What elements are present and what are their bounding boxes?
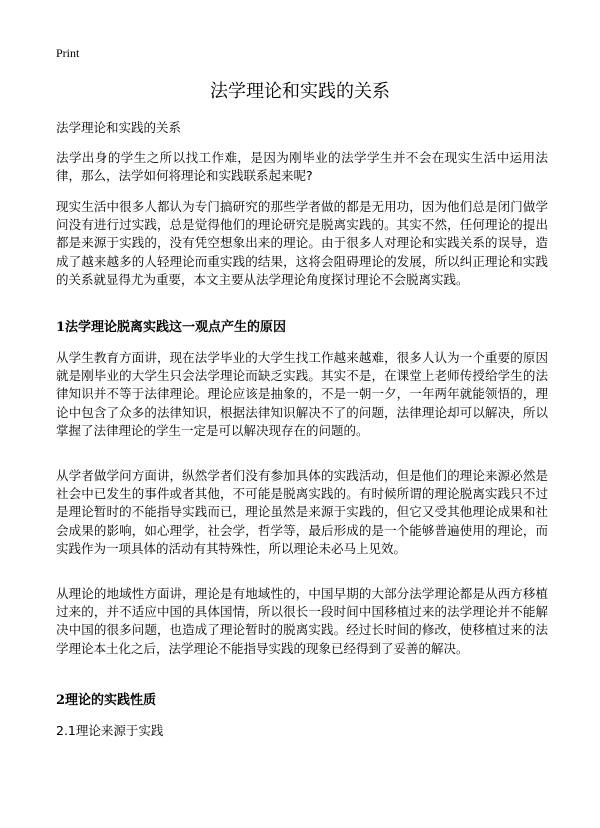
section-1-paragraph-1: 从学生教育方面讲，现在法学毕业的大学生找工作越来越难，很多人认为一个重要的原因就是刚毕业的大学生只会法学理论而缺乏实践。其实不是，在课堂上老师传授给学生的法律知识并不等于法律理论。理论应该是抽象的，不是一朝一夕，一年两年就能领悟的，理论中包含了众多的法律知识，根据法律知识解决不了的问题，法律理论却可以解决，所以掌握了法律理论的学生一定是可以解决现存在的问题的。 (56, 350, 548, 438)
section-2-heading: 2理论的实践性质 (56, 693, 157, 708)
print-link[interactable]: Print (56, 46, 80, 60)
section-1-heading: 1法学理论脱离实践这一观点产生的原因 (56, 320, 287, 335)
section-1-paragraph-3: 从理论的地域性方面讲，理论是有地域性的，中国早期的大部分法学理论都是从西方移植过来的，并不适应中国的具体国情，所以很长一段时间中国移植过来的法学理论并不能解决中国的很多问题，也造成了理论暂时的脱离实践。经过长时间的修改，使移植过来的法学理论本土化之后，法学理论不能指导实践的现象已经得到了妥善的解决。 (56, 586, 548, 656)
document-subtitle: 法学理论和实践的关系 (56, 120, 182, 135)
intro-paragraph-1: 法学出身的学生之所以找工作难，是因为刚毕业的法学学生并不会在现实生活中运用法律，那么，法学如何将理论和实践联系起来呢? (56, 150, 548, 184)
section-1-paragraph-2: 从学者做学问方面讲，纵然学者们没有参加具体的实践活动，但是他们的理论来源必然是社会中已发生的事件或者其他，不可能是脱离实践的。有时候所谓的理论脱离实践只不过是理论暂时的不能指导实践而已，理论虽然是来源于实践的，但它又受其他理论成果和社会成果的影响，如心理学，社会学，哲学等，最后形成的是一个能够普遍使用的理论，而实践作为一项具体的活动有其特殊性，所以理论未必马上见效。 (56, 468, 548, 556)
section-2-1-heading: 2.1理论来源于实践 (56, 723, 164, 738)
document-title: 法学理论和实践的关系 (210, 81, 390, 102)
intro-paragraph-2: 现实生活中很多人都认为专门搞研究的那些学者做的都是无用功，因为他们总是闭门做学问没有进行过实践，总是觉得他们的理论研究是脱离实践的。其实不然，任何理论的提出都是来源于实践的，没有凭空想象出来的理论。由于很多人对理论和实践关系的误导，造成了越来越多的人轻理论而重实践的结果，这将会阻碍理论的发展，所以纠正理论和实践的关系就显得尤为重要，本文主要从法学理论角度探讨理论不会脱离实践。 (56, 199, 548, 287)
